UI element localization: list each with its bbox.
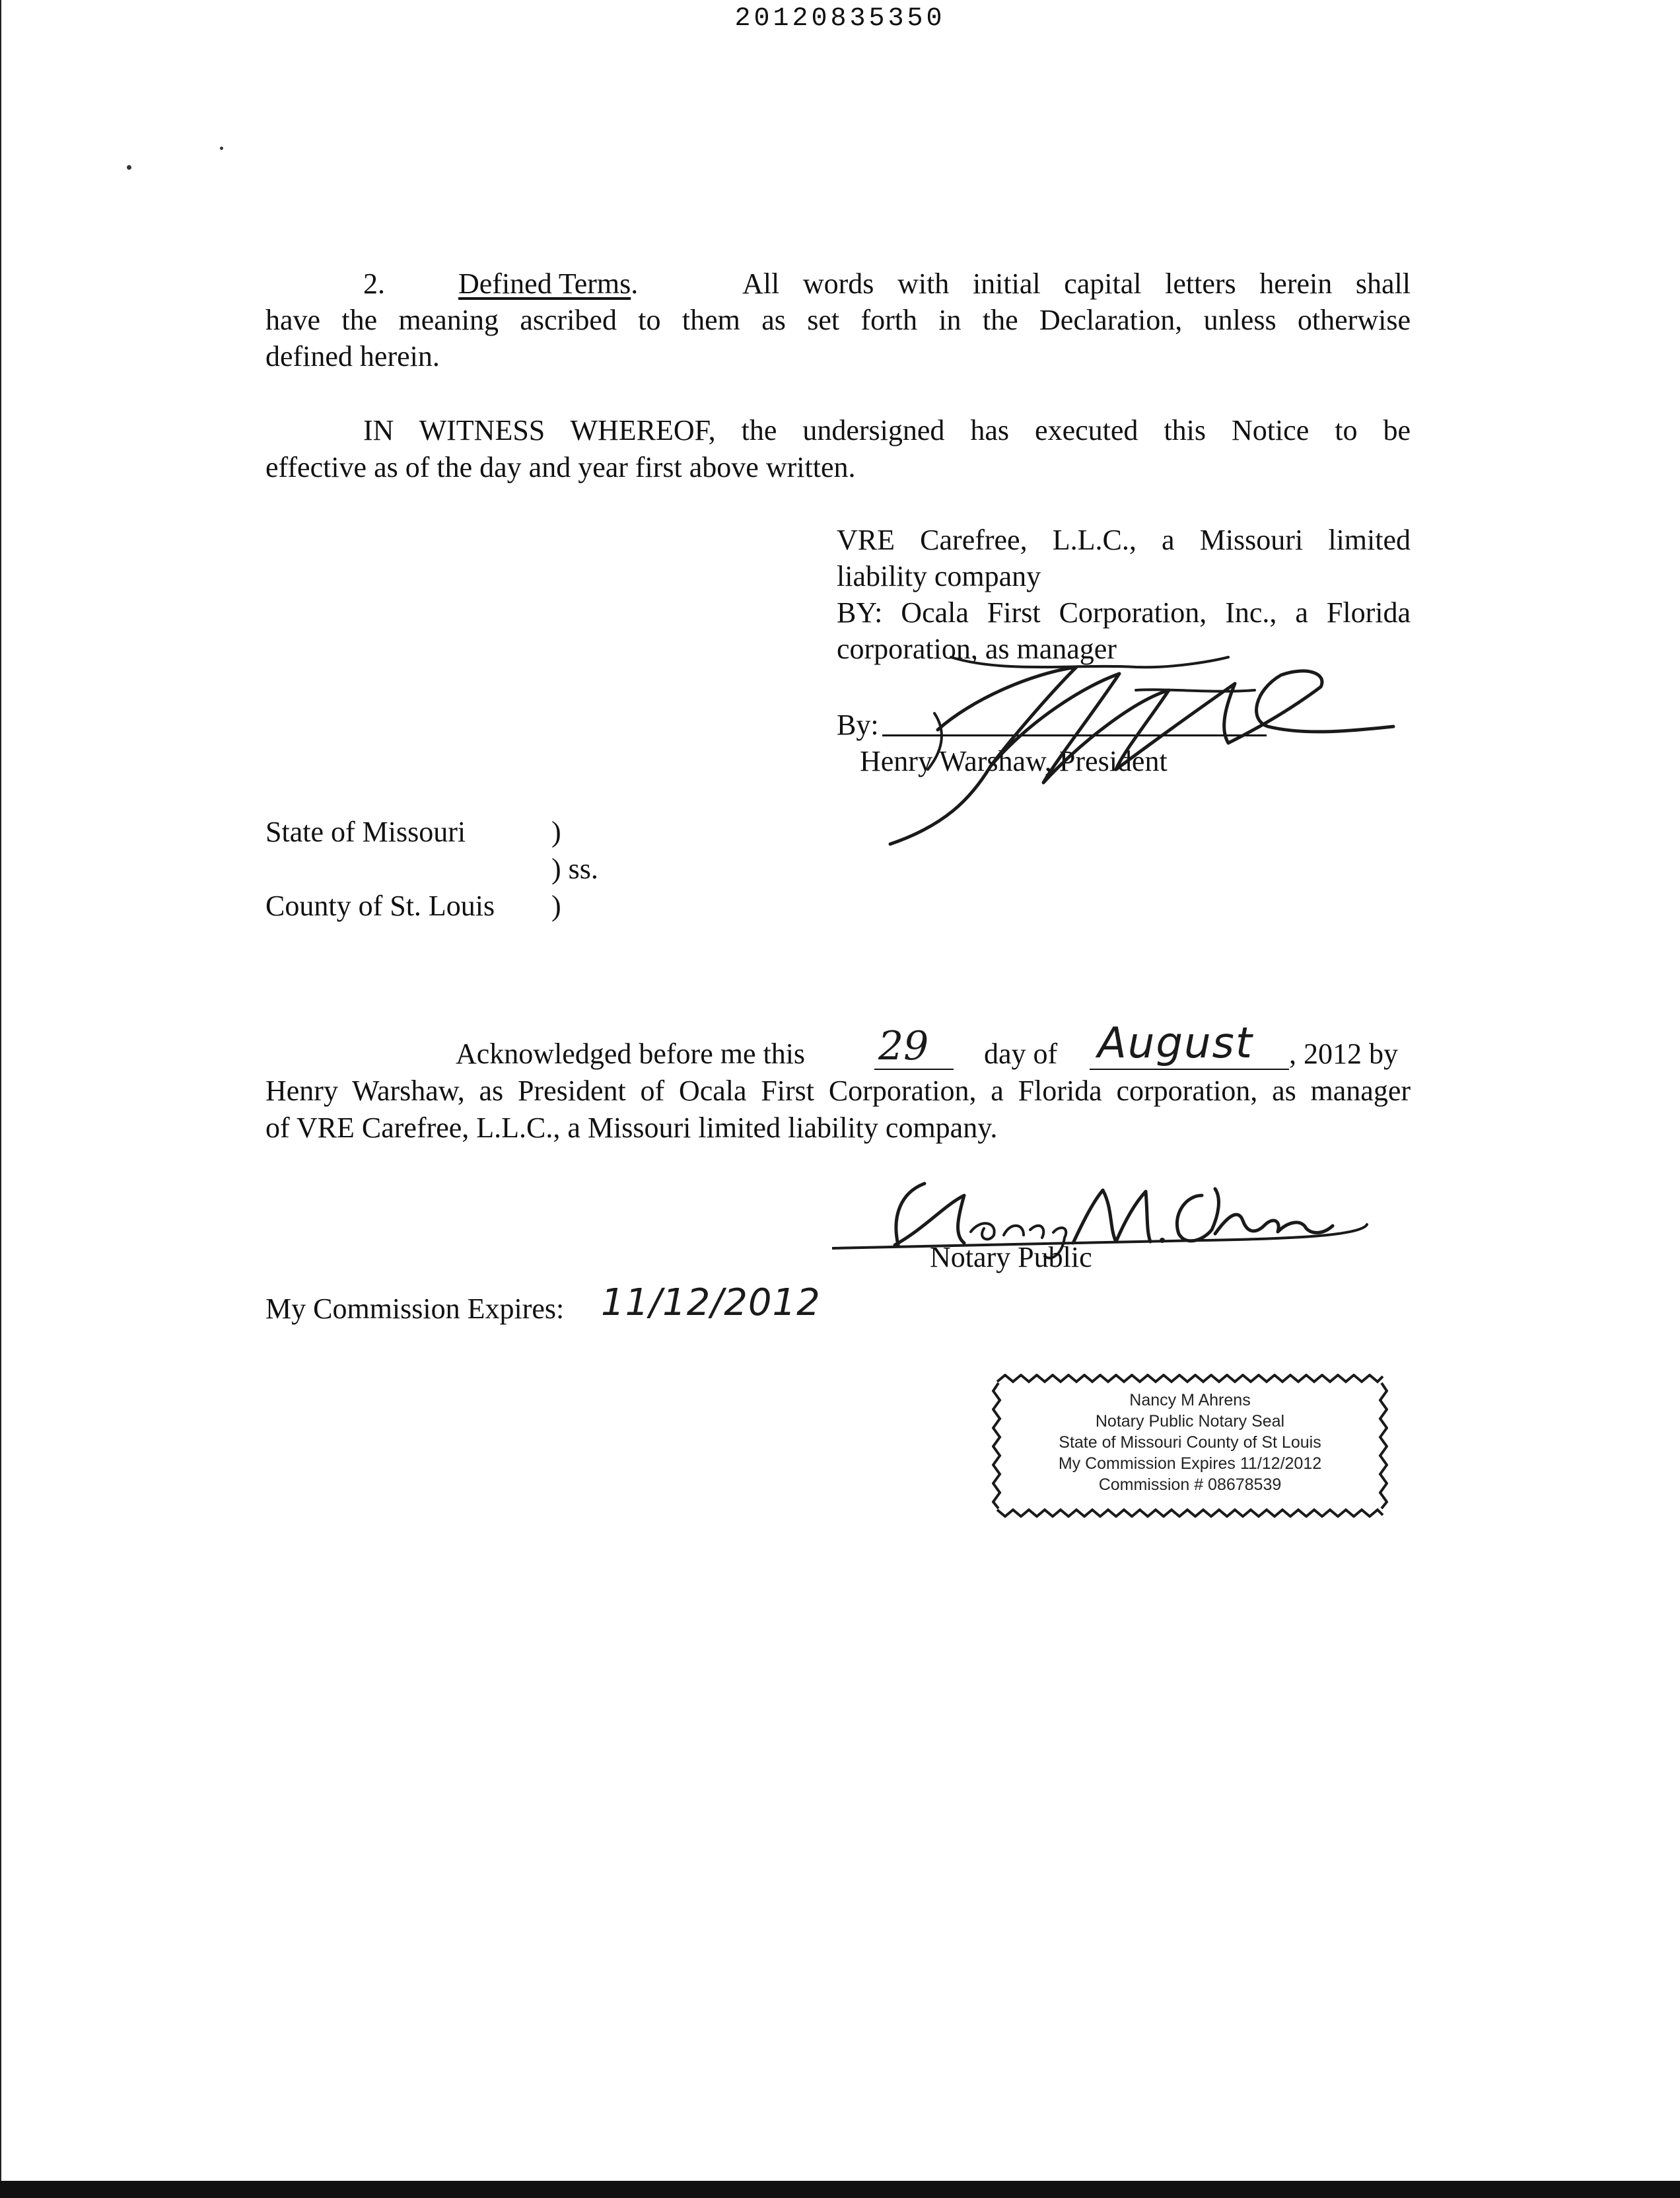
commission-label: My Commission Expires: (265, 1293, 565, 1325)
entity-line-4: corporation, as manager (837, 633, 1117, 665)
venue-state: State of Missouri (265, 816, 466, 848)
entity-line-1-text: VRE Carefree, L.L.C., a Missouri limited (837, 524, 1411, 556)
seal-line-jurisdiction: State of Missouri County of St Louis (1059, 1433, 1321, 1452)
section-line-2-text: have the meaning ascribed to them as set forth in the Declaration, unless otherwise (265, 304, 1411, 336)
section-line-3: defined herein. (265, 340, 440, 372)
handwritten-month: August (1098, 1019, 1253, 1068)
scan-speck (220, 147, 223, 150)
seal-line-expires: My Commission Expires 11/12/2012 (1058, 1454, 1322, 1473)
section-heading (458, 266, 638, 302)
ack-year: , 2012 by (1289, 1038, 1398, 1070)
by-label: By: (837, 709, 879, 741)
notary-public-label: Notary Public (930, 1241, 1092, 1273)
venue-ss: ) ss. (551, 853, 598, 885)
witness-line-1 (363, 412, 1411, 449)
warshaw-signature (858, 627, 1453, 852)
entity-line-2: liability company (837, 560, 1041, 592)
document-number: 20120835350 (734, 4, 946, 34)
entity-line-3 (837, 594, 1411, 631)
signer-name: Henry Warshaw, President (860, 745, 1168, 777)
handwritten-commission-date: 11/12/2012 (601, 1281, 821, 1324)
ack-line-2-text: Henry Warshaw, as President of Ocala First Corporation, a Florida corporation, as manager (265, 1075, 1411, 1107)
section-heading-period: . (631, 267, 639, 300)
ack-day-of: day of (984, 1038, 1058, 1070)
entity-line-1 (837, 522, 1411, 559)
ack-prefix: Acknowledged before me this (456, 1038, 806, 1070)
section-line-2 (265, 302, 1411, 339)
seal-line-title: Notary Public Notary Seal (1095, 1412, 1285, 1431)
section-number: 2. (363, 267, 385, 300)
section-line-1 (742, 266, 1411, 302)
entity-line-3-text: BY: Ocala First Corporation, Inc., a Florida (837, 596, 1411, 629)
section-heading-text: Defined Terms (458, 267, 631, 300)
venue-paren-top: ) (551, 816, 561, 848)
handwritten-day: 29 (878, 1023, 929, 1069)
notary-signature (832, 1169, 1393, 1268)
seal-line-commission: Commission # 08678539 (1098, 1475, 1282, 1494)
section-line-1-text: All words with initial capital letters herein shall (742, 267, 1411, 300)
notary-seal (992, 1374, 1388, 1518)
scan-speck (127, 165, 131, 170)
witness-line-1-text: IN WITNESS WHEREOF, the undersigned has executed this Notice to be (363, 414, 1411, 446)
seal-line-name: Nancy M Ahrens (1129, 1391, 1251, 1409)
witness-line-2: effective as of the day and year first above written. (265, 451, 856, 483)
venue-paren-bottom: ) (551, 890, 561, 922)
scan-bottom-edge (0, 2181, 1680, 2198)
month-blank (1090, 1069, 1289, 1070)
ack-line-2 (265, 1073, 1411, 1110)
venue-county: County of St. Louis (265, 890, 495, 922)
scan-left-border (0, 0, 1, 2198)
ack-line-3: of VRE Carefree, L.L.C., a Missouri limited liability company. (265, 1112, 998, 1144)
